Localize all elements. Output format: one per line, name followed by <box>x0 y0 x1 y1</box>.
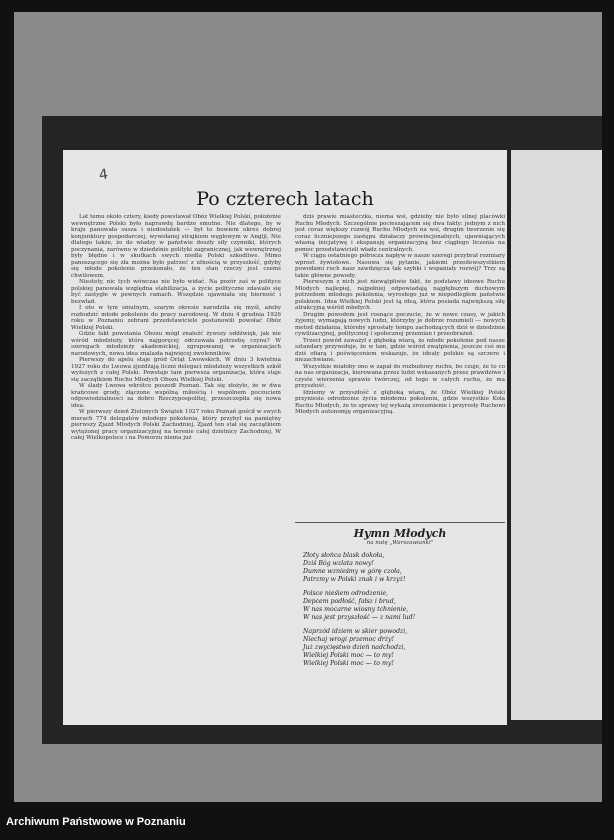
paragraph: Drugim powodem jest rosnące poczucie, że w nowe czasy, w jakich żyjemy, wymagają nowych ludzi, którzyby je dobrze rozumieli — nowych metod działania, któreby sprostały tempu zachodzących dziś w dziedzinie cywilizacyjnej, politycznej i społecznej przemian i przeobrażeń. <box>295 311 505 337</box>
poem-line: W nas mocarne wiosny tchnienie, <box>303 606 409 613</box>
paragraph: Lat temu około cztery, kiedy powstawał Obóz Wielkiej Polski, położenie wewnętrzne Polski było naprawdę bardzo smutne. Nie dlatego, by w kraju panowała susza i niedostatek — był to bowiem okres dobrej konjunktury gospodarczej, wywołanej strajkiem węglowym w Anglji. Nie dlatego także, że do władzy w państwie doszły siły czynniki, których poczynania, zarówno w dziedzinie polityki zagranicznej, jak wewnętrznej były błędne i w skutkach swych niedla Polski szkodliwe. Mimo panoszącego się zła można było patrzeć z ufnością w przyszłość, gdyby się młode pokolenie przekonało, że ten stan rzeczy jest czemś chwilowem. <box>71 214 281 279</box>
page-number: 4 <box>97 166 109 184</box>
poem-line: Już zwycięstwo dzień nadchodzi, <box>303 644 406 651</box>
poem-stanza <box>303 628 505 668</box>
article-title: Po czterech latach <box>196 188 374 210</box>
poem-line: Niechaj wrogi przemoc drży! <box>303 636 394 643</box>
paragraph: Idziemy w przyszłość z głęboką wiarą, że Obóz Wielkiej Polski przyniesie odrodzenie życia młodemu pokoleniu, gdzie wszystkie Koła Ruchu Młodych, że to sprawy tej wykażą zrozumienie i przyrosły Ruchowi Młodych autonomję organizacyjną. <box>295 389 505 415</box>
paragraph: Gdzie fakt powstania Obozu mógł znaleźć żywszy oddźwięk, jak nie wśród młodzieży, która najgoręcej odczuwała potrzebę czynu? W szeregach młodzieży akademickiej, zgrupowanej w organizacjach narodowych, nowa idea znalazła najwięcej zwolenników. <box>71 331 281 357</box>
poem-line: Złoty słońca blask dokoła, <box>303 552 385 559</box>
poem-stanza <box>303 590 505 622</box>
poem-line: Polsce nieśiem odrodzenie, <box>303 590 389 597</box>
poem-line: Wielkiej Polski moc — to my! <box>303 660 394 667</box>
article-left-column <box>71 214 281 719</box>
poem-line: Naprzód idziem w skier powodzi, <box>303 628 408 635</box>
poem-line: Wielkiej Polski moc — to my! <box>303 652 394 659</box>
paragraph: Pierwszym z nich jest niewątpliwie fakt, że podstawy ideowe Ruchu Młodych najlepiej, najpełniej odpowiadają najgłębszym duchowym potrzebom młodego pokolenia, wyrosłego już w niepodległem państwie polskiem. Idea Wielkiej Polski jest tą ideą, która posiada największą siłę atrakcyjną wśród młodych. <box>295 279 505 311</box>
paragraph: I oto w tym smutnym, szarym okresie narodziła się myśl, ażeby rozbudzić młode pokolenie do pracy narodowej. W dniu 4 grudnia 1926 roku w Poznaniu zebrani przedstawiciele postanowili powołać Obóz Wielkiej Polski. <box>71 305 281 331</box>
poem-line: Dziś Bóg wzlata nowy! <box>303 560 374 567</box>
adjacent-page <box>511 150 602 720</box>
poem-box <box>295 522 505 722</box>
article-right-column <box>295 214 505 526</box>
divider <box>295 522 505 523</box>
document-page <box>63 150 507 725</box>
poem-title: Hymn Młodych <box>353 527 447 540</box>
paragraph: Wszystkie miałoby ono w zapał do rozbudowy ruchu, bo czuje, że to co na nas organizacja, kierowana przez ludzi wskazanych przez prawdziwe i czyste wierzenia sprawie twórczej, od tego w całych ruchu, że ma przyszłość. <box>295 363 505 389</box>
poem-line: W nas jest przyszłość — z nami lud! <box>303 614 416 621</box>
paragraph: W pierwszy dzień Zielonych Świątek 1927 roku Poznań gościł w swych murach 774 delegatów młodego pokolenia, który przybył na pamiętny pierwszy Zjazd Młodych Polski Zachodniej. Zjazd ten stał się zaczątkiem wytężonej pracy organizacyjnej na terenie całej dzielnicy Zachodniej. W całej Wielkopolsce i na Pomorzu niema już <box>71 409 281 441</box>
poem-stanza <box>303 552 505 584</box>
paragraph: Pierwszy do apelu staje gród Orląt Lwowskich. W dniu 3 kwietnia 1927 roku do Lwowa zjeżdżają liczni delegaci młodzieży wszystkich szkół wyższych z całej Polski. Powstaje tam pierwsza organizacja, która staje się zaczątkiem Ruchu Młodych Obozu Wielkiej Polski. <box>71 357 281 383</box>
paragraph: W ciągu ostatniego półrocza napływ w nasze szeregi przybrał rozmiary wprost żywiołowe. Nasuwa się pytanie, jakiemi przedewszystkiem powodami ruch nasz zawdzięcza tak szybki i wspaniały rozwój? Trzy są takie główne powody. <box>295 253 505 279</box>
poem-line: Patrzmy w Polski znak i w krzyż! <box>303 576 406 583</box>
poem-line: Depcem podłość, fałsz i brud, <box>303 598 396 605</box>
poem-line: Dumne wznieśmy w górę czoła, <box>303 568 402 575</box>
paragraph: Niestety, nic tych wówczas nie było widać. Na pozór zaś w polityce polskiej panowała względna stabilizacja, a życie polityczne zdawało się być zastygłe w pewnych ramach. Wszędzie ujawniała się bierność i bezwład. <box>71 279 281 305</box>
paragraph: W ślady Lwowa wkrótce poszedł Poznań. Tak się złożyło, że w dwa krańcowe grody, złączone wspólną miłością i wspólnem poczuciem odpowiedzialności za dobro Rzeczypospolitej, przeszczepiła się nowa idea. <box>71 383 281 409</box>
archive-label: Archiwum Państwowe w Poznaniu <box>6 816 186 828</box>
paragraph: dziś prawie miasteczka, niema wsi, gdzieby nie było silnej placówki Ruchu Młodych. Szczególnie pocieszającem się dwa fakty: jednym z nich jest coraz większy rozwój Ruchu Młodych na wsi, drugim tworzenie się coraz liczniejszego zastępu działaczy prowincjonalnych, ujawniających własną inicjatywę i ekspansję organizacyjną bez ciągłego liczenia na pomoc przedstawicieli władz centralnych. <box>295 214 505 253</box>
paragraph: Trzeci powód zaważył z głęboką wiarą, że młode pokolenie pod nasze sztandary przywołuje, że w tam, gdzie wśród zwątpienia, jeszcze coś mu dziś ofiarą i poświęceniem wskazuje, że ideały polskie są szczere i niezachwiane. <box>295 337 505 363</box>
poem-subtitle: na nutę „Warszawianki" <box>366 540 434 546</box>
